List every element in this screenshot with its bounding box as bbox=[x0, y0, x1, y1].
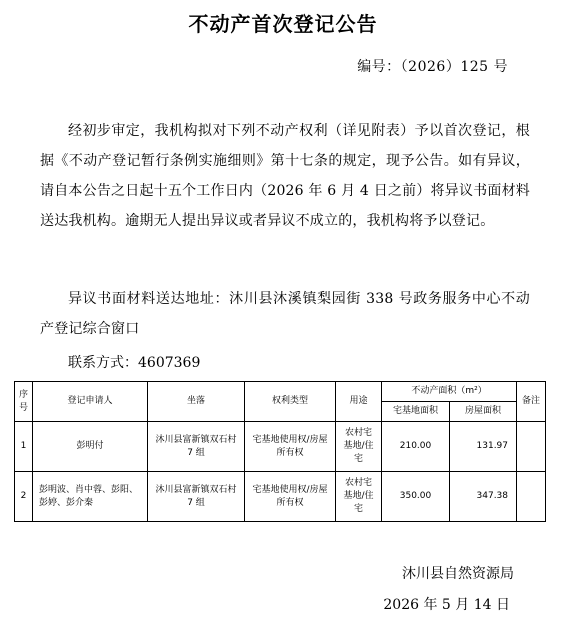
table-row bbox=[15, 472, 546, 522]
header-house-area: 房屋面积 bbox=[450, 402, 517, 422]
cell-seq: 2 bbox=[15, 472, 33, 522]
cell-remarks bbox=[517, 422, 546, 472]
objection-address-paragraph: 异议书面材料送达地址：沐川县沐溪镇梨园街 338 号政务服务中心不动产登记综合窗口 bbox=[40, 291, 530, 337]
cell-house-area: 131.97 bbox=[450, 422, 517, 472]
cell-land-area: 350.00 bbox=[382, 472, 450, 522]
issuing-organization: 沐川县自然资源局 bbox=[402, 566, 514, 582]
table-row bbox=[15, 422, 546, 472]
document-number: 编号：（2026）125 号 bbox=[357, 59, 508, 75]
cell-remarks bbox=[517, 472, 546, 522]
header-seq: 序号 bbox=[15, 382, 33, 422]
document-title: 不动产首次登记公告 bbox=[188, 12, 378, 36]
cell-location: 沐川县富新镇双石村 7 组 bbox=[148, 472, 245, 522]
cell-usage: 农村宅基地/住宅 bbox=[336, 472, 382, 522]
cell-applicant: 彭明波、肖中蓉、彭阳、彭婷、彭介秦 bbox=[33, 472, 148, 522]
cell-land-area: 210.00 bbox=[382, 422, 450, 472]
issue-date: 2026 年 5 月 14 日 bbox=[383, 597, 510, 613]
header-usage: 用途 bbox=[336, 382, 382, 422]
header-land-area: 宅基地面积 bbox=[382, 402, 450, 422]
header-applicant: 登记申请人 bbox=[33, 382, 148, 422]
announcement-paragraph: 经初步审定，我机构拟对下列不动产权利（详见附表）予以首次登记，根据《不动产登记暂行条例实施细则》第十七条的规定，现予公告。如有异议，请自本公告之日起十五个工作日内（2026 年 6 月 4 日之前）将异议书面材料送达我机构。逾期无人提出异议或者异议不成立的，我机构将予以登记。 bbox=[40, 123, 530, 229]
cell-applicant: 彭明付 bbox=[33, 422, 148, 472]
cell-seq: 1 bbox=[15, 422, 33, 472]
header-area-group: 不动产面积（m²） bbox=[382, 382, 517, 402]
cell-location: 沐川县富新镇双石村 7 组 bbox=[148, 422, 245, 472]
registration-table bbox=[14, 381, 546, 522]
contact-info: 联系方式：4607369 bbox=[68, 355, 201, 371]
header-remarks: 备注 bbox=[517, 382, 546, 422]
cell-right-type: 宅基地使用权/房屋所有权 bbox=[245, 422, 336, 472]
cell-usage: 农村宅基地/住宅 bbox=[336, 422, 382, 472]
cell-house-area: 347.38 bbox=[450, 472, 517, 522]
cell-right-type: 宅基地使用权/房屋所有权 bbox=[245, 472, 336, 522]
header-right-type: 权利类型 bbox=[245, 382, 336, 422]
header-location: 坐落 bbox=[148, 382, 245, 422]
